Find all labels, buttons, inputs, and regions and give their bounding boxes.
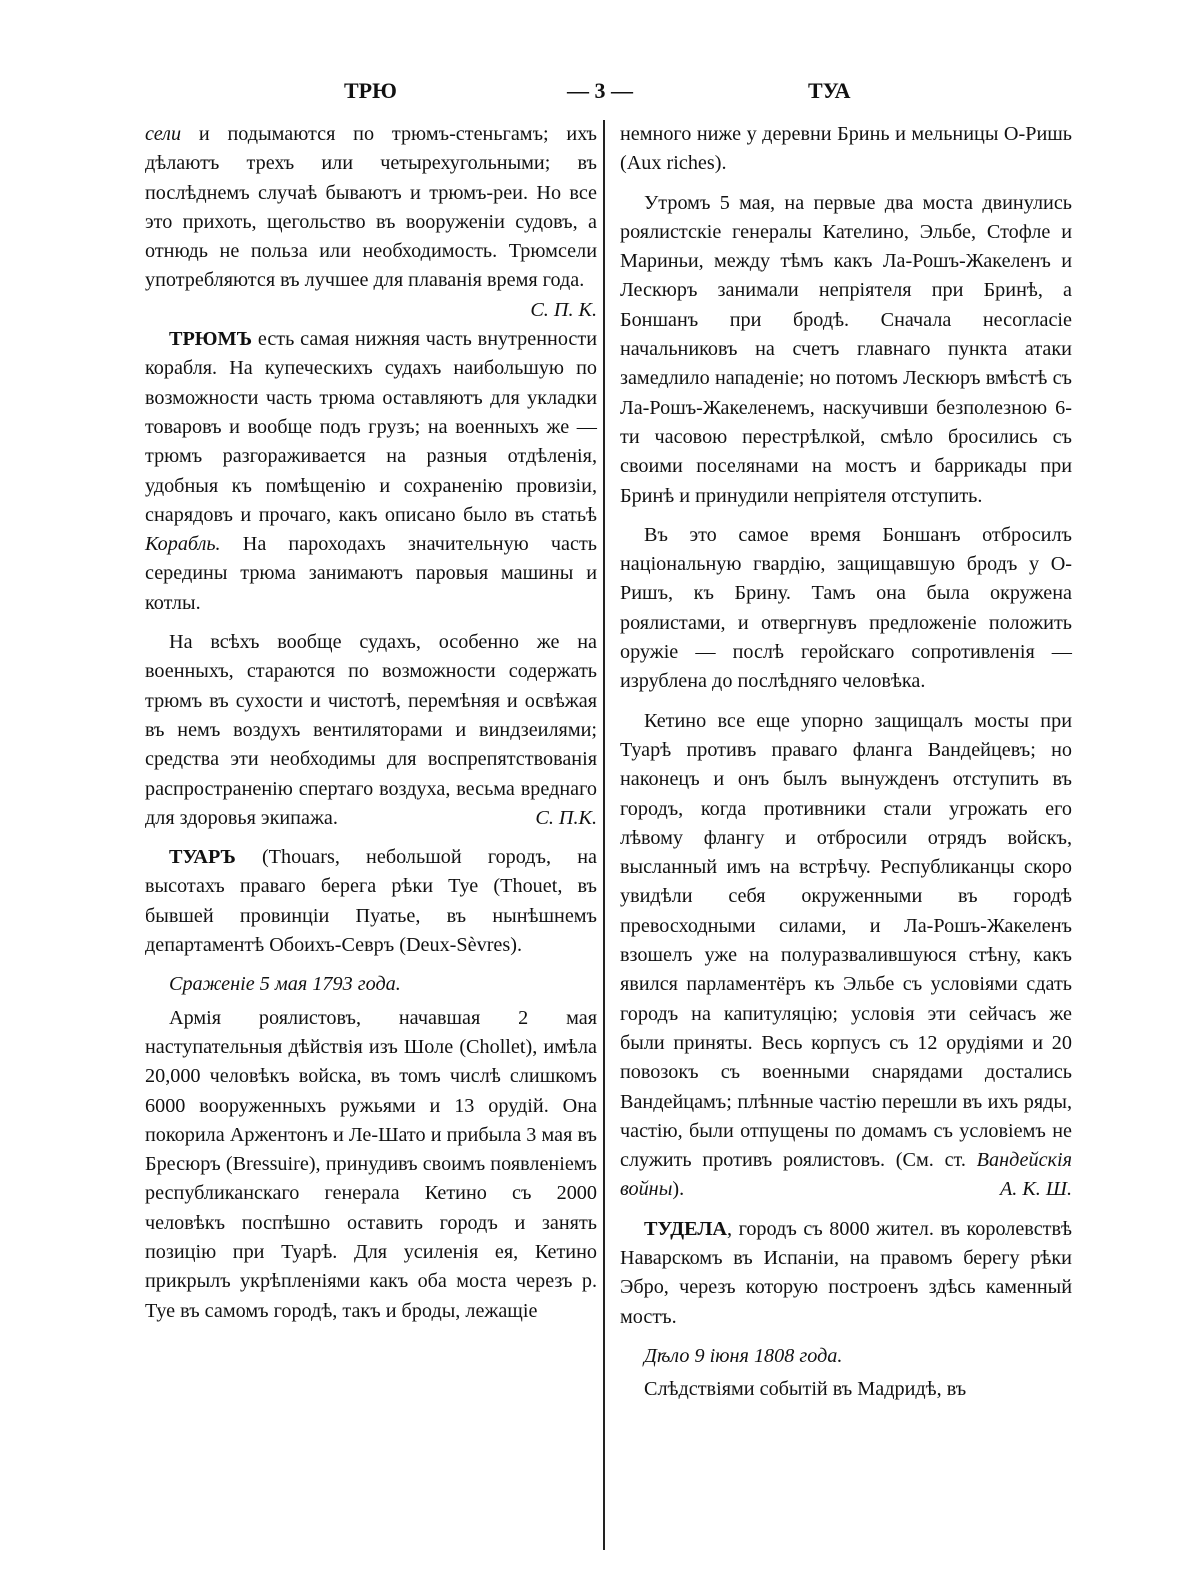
paragraph-bonchamp	[620, 521, 1072, 697]
cross-reference: Вандейскія войны	[620, 1149, 1072, 1201]
paragraph-text: Кетино все еще упорно защищалъ мосты при Туарѣ противъ праваго фланга Вандейцевъ; но наконецъ и онъ былъ вынужденъ отступить въ городъ, когда противники стали угрожать его лѣвому флангу и отбросили отрядъ войскъ, высланный имъ на встрѣчу. Республиканцы скоро увидѣли себя окруженными въ городѣ превосходными силами, и Ла-Рошъ-Жакеленъ взошелъ уже на полуразвалившуюся стѣну, какъ явился парламентёръ къ Эльбе съ условіями сдать городъ на капитуляцію; условія эти сейчасъ же были приняты. Весь корпусъ съ 12 орудіями и 20 повозокъ съ военными снарядами достались Вандейцамъ; плѣнные частію перешли въ ихъ ряды, частію, были отпущены по домамъ съ условіемъ не служить противъ роялистовъ. (См. ст.	[620, 709, 1072, 1172]
headword: ТУАРЪ	[169, 846, 236, 869]
header-right-word: ТУА	[808, 78, 851, 103]
subheading-text: мая	[274, 973, 308, 996]
subheading-text: іюня	[709, 1344, 749, 1367]
subheading-battle-1793	[145, 970, 597, 999]
paragraph-text: и подымаются по трюмъ-стеньгамъ; ихъ дѣлаютъ трехъ или четырехугольными; въ послѣднемъ случаѣ бываютъ и трюмъ-реи. Но все это прихоть, щегольство въ вооруженіи судовъ, а отнюдь не польза или необходимость. Трюмсели употребляются въ лучшее для плаванія время года.	[145, 123, 597, 292]
paragraph-text: Армія роялистовъ, начавшая 2 мая наступательныя дѣйствія изъ Шоле (Chollet), имѣла 20,000 человѣкъ войска, въ томъ числѣ слишкомъ 6000 вооруженныхъ ружьями и 13 орудій. Она покорила Аржентонъ и Ле-Шато и прибыла 3 мая въ Бресюръ (Bressuire), принудивъ своимъ появленіемъ республиканскаго генерала Кетино съ 2000 человѣкъ поспѣшно оставить городъ и занять позицію при Туарѣ. Для усиленія ея, Кетино прикрылъ укрѣпленіями какъ оба моста черезъ р. Туе въ самомъ городѣ, такъ и броды, лежащіе	[145, 1006, 597, 1322]
entry-trum	[145, 325, 597, 618]
author-signature: А. К. Ш.	[999, 1178, 1072, 1201]
cross-reference: Корабль.	[145, 533, 221, 556]
left-column	[145, 120, 597, 1336]
subheading-text: 1793	[307, 973, 358, 996]
subheading-text: Сраженіе	[169, 973, 255, 996]
paragraph-quetineau	[620, 707, 1072, 1205]
right-column	[620, 120, 1072, 1414]
paragraph-text: (Thouars, небольшой городъ, на высотахъ праваго берега рѣки Туе (Thouet, въ бывшей провинціи Пуатье, въ нынѣшнемъ департаментѣ Обоихъ-Севръ (Deux-Sèvres).	[145, 846, 597, 957]
headword: ТРЮМЪ	[169, 328, 253, 351]
paragraph-trumsel-end	[145, 120, 597, 321]
paragraph-continuation	[620, 120, 1072, 179]
page-number: — 3 —	[567, 78, 633, 103]
subheading-text: 9	[689, 1344, 710, 1367]
paragraph-text: есть самая нижняя часть внутренности корабля. На купеческихъ судахъ наибольшую по возможности часть трюма оставляютъ для укладки товаровъ и вообще подъ грузъ; на военныхъ же — трюмъ разгораживается на разныя отдѣленія, удобныя къ помѣщенію и сохраненію провизіи, снарядовъ и прочаго, какъ описано было въ статьѣ	[145, 328, 597, 526]
subheading-text: года.	[799, 1344, 843, 1367]
paragraph-text: На пароходахъ значительную часть середины трюма занимаютъ паровыя машины и котлы.	[145, 533, 597, 614]
author-signature: С. П.К.	[535, 806, 597, 829]
subheading-battle-1808	[620, 1342, 1072, 1371]
italic-word: сели	[145, 123, 182, 145]
paragraph-text: На всѣхъ вообще судахъ, особенно же на военныхъ, стараются по возможности содержать трюмъ въ сухости и чистотѣ, перемѣняя и освѣжая въ немъ воздухъ вентиляторами и виндзеилями; средства эти необходимы для воспрепятствованія распространенію спертаго воздуха, весьма вреднаго для здоровья экипажа.	[145, 631, 597, 829]
subheading-text: 1808	[748, 1344, 800, 1367]
entry-tuar	[145, 843, 597, 960]
header-left-word: ТРЮ	[344, 78, 397, 103]
paragraph-madrid-events	[620, 1375, 1072, 1404]
paragraph-text: немного ниже у деревни Бринь и мельницы О-Ришь (Aux riches).	[620, 123, 1072, 175]
paragraph-text: Утромъ 5 мая, на первые два моста двинулись роялистскіе генералы Кателино, Эльбе, Стофле и Мариньи, между тѣмъ какъ Ла-Рошъ-Жакеленъ и Лескюръ занимали непріятеля при Бринѣ, а Боншанъ при бродѣ. Сначала несогласіе начальниковъ на счетъ главнаго пункта атаки замедлило нападеніе; но потомъ Лескюръ вмѣстѣ съ Ла-Рошъ-Жакеленемъ, наскучивши безполезною 6-ти часовою перестрѣлкой, смѣло бросились съ своими поселянами на мостъ и баррикады при Бринѣ и принудили непріятеля отступить.	[620, 191, 1072, 507]
subheading-text: 5	[254, 973, 275, 996]
subheading-text: Дѣло	[644, 1344, 690, 1367]
paragraph-trum-care	[145, 628, 597, 833]
paragraph-text: , городъ съ 8000 жител. въ королевствѣ Наварскомъ въ Испаніи, на правомъ берегу рѣки Эбро, черезъ которую построенъ здѣсь каменный мостъ.	[620, 1217, 1072, 1328]
running-header	[140, 78, 1060, 114]
paragraph-morning-may5	[620, 189, 1072, 511]
paragraph-royalist-army	[145, 1004, 597, 1326]
paragraph-text: ).	[672, 1178, 685, 1201]
author-signature: С. П. К.	[530, 298, 597, 321]
headword: ТУДЕЛА	[644, 1217, 727, 1240]
paragraph-text: Въ это самое время Боншанъ отбросилъ національную гвардію, защищавшую бродъ у О-Ришъ, къ Брину. Тамъ она была окружена роялистами, и отвергнувъ предложеніе положить оружіе — послѣ геройскаго сопротивленія — изрублена до послѣдняго человѣка.	[620, 523, 1072, 693]
paragraph-text: Слѣдствіями событій въ Мадридѣ, въ	[644, 1378, 967, 1401]
column-divider	[603, 120, 605, 1550]
subheading-text: года.	[357, 973, 401, 996]
entry-tudela	[620, 1215, 1072, 1332]
